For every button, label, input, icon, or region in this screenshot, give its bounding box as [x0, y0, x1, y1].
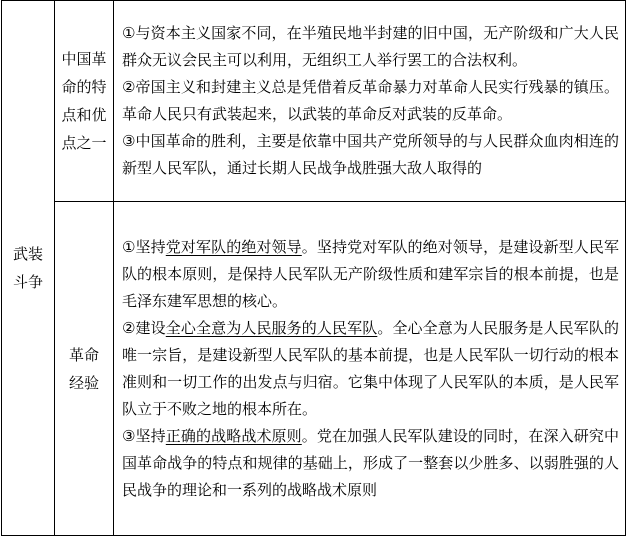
paragraph: ①与资本主义国家不同，在半殖民地半封建的旧中国，无产阶级和广大人民群众无议会民主可以利用，无组织工人举行罢工的合法权利。	[122, 24, 619, 69]
item-prefix: ①坚持	[122, 237, 166, 256]
row-label-line: 点之一	[61, 134, 107, 152]
item-body: 。坚持党对军队的绝对领导，是建设新型人民军队的根本原则，是保持人民军队无产阶级性质和建军宗旨的根本前提，也是毛泽东建军思想的核心。	[122, 237, 619, 310]
item-key-phrase: 全心全意为人民服务的人民军队	[165, 318, 378, 337]
category-cell	[2, 1, 55, 536]
row-label-cell	[55, 1, 114, 202]
category-label-line: 斗争	[12, 273, 43, 291]
row-label-line: 中国革	[61, 50, 107, 68]
experience-item	[122, 423, 619, 504]
experience-item	[122, 234, 619, 315]
content-table	[1, 0, 626, 536]
item-body: 。党在加强人民军队建设的同时，在深入研究中国革命战争的特点和规律的基础上，形成了一整套以少胜多、以弱胜强的人民战争的理论和一系列的战略战术原则	[122, 426, 619, 499]
experience-item	[122, 315, 619, 423]
paragraph: ③中国革命的胜利，主要是依靠中国共产党所领导的与人民群众血肉相连的新型人民军队，通过长期人民战争战胜强大敌人取得的	[122, 132, 619, 177]
item-key-phrase: 正确的战略战术原则	[165, 426, 302, 445]
item-prefix: ②建设	[122, 318, 166, 337]
category-label-line: 武装	[12, 245, 43, 263]
table-row-characteristics	[2, 1, 626, 202]
content-cell	[114, 1, 626, 202]
content-cell	[114, 202, 626, 536]
row-label-cell	[55, 202, 114, 536]
table-row-experience	[2, 202, 626, 536]
item-key-phrase: 党对军队的绝对领导	[165, 237, 302, 256]
item-prefix: ③坚持	[122, 426, 166, 445]
item-body: 。全心全意为人民服务是人民军队的唯一宗旨，是建设新型人民军队的基本前提，也是人民军队一切行动的根本准则和一切工作的出发点与归宿。它集中体现了人民军队的本质，是人民军队立于不败之地的根本所在。	[122, 318, 619, 418]
row-label-line: 经验	[68, 373, 99, 392]
row-label-line: 革命	[68, 345, 99, 364]
row-label-line: 点和优	[61, 106, 107, 124]
paragraph: ②帝国主义和封建主义总是凭借着反革命暴力对革命人民实行残暴的镇压。革命人民只有武装起来，以武装的革命反对武装的反革命。	[122, 78, 619, 123]
row-label-line: 命的特	[61, 78, 107, 96]
